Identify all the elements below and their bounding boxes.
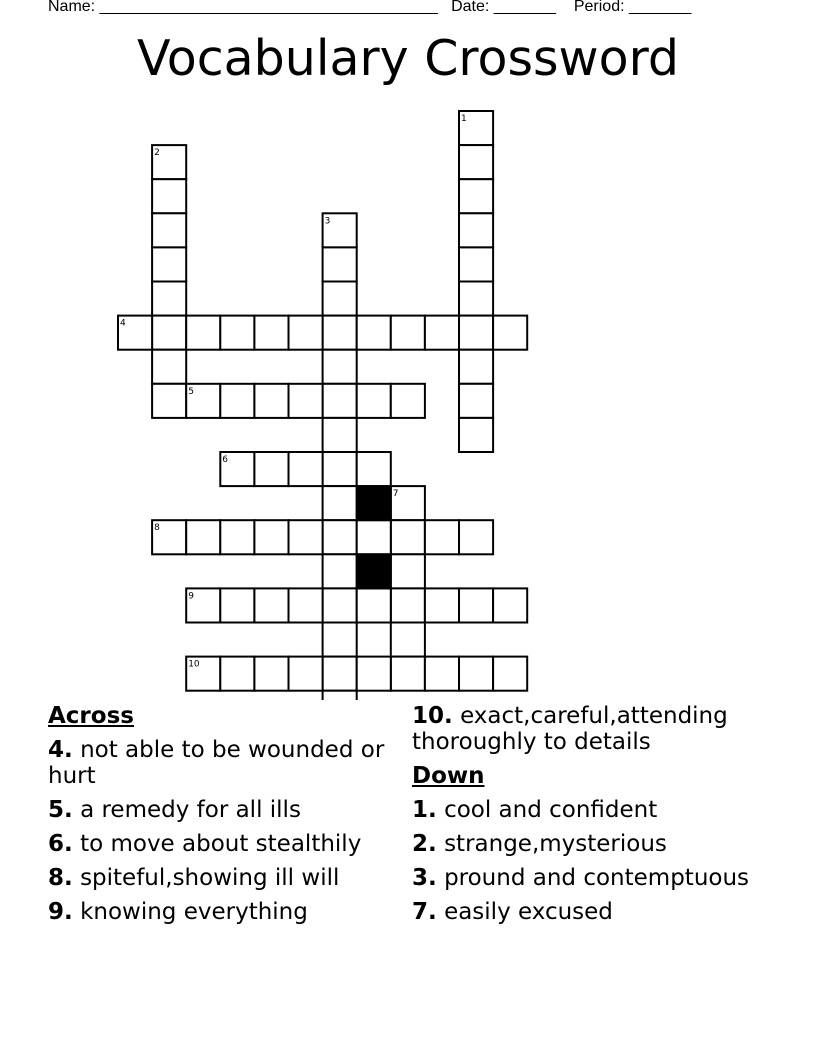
grid-cell[interactable] xyxy=(152,316,186,350)
grid-cell[interactable] xyxy=(254,316,288,350)
grid-cell[interactable] xyxy=(391,384,425,418)
grid-cell[interactable] xyxy=(391,554,425,588)
grid-cell[interactable] xyxy=(220,520,254,554)
grid-cell[interactable] xyxy=(289,588,323,622)
grid-cell[interactable] xyxy=(289,384,323,418)
clue-number-label: 4 xyxy=(120,318,126,329)
grid-cell[interactable] xyxy=(459,316,493,350)
grid-cell[interactable] xyxy=(459,247,493,281)
period-label: Period: xyxy=(573,0,625,15)
name-blank[interactable]: ______________________________________ xyxy=(99,0,438,15)
grid-cell[interactable] xyxy=(459,384,493,418)
clue-text: not able to be wounded or hurt xyxy=(48,737,385,789)
grid-cell[interactable] xyxy=(254,520,288,554)
grid-cell[interactable] xyxy=(254,588,288,622)
grid-cell[interactable] xyxy=(425,316,459,350)
clue-text: spiteful,showing ill will xyxy=(80,865,340,891)
grid-cell[interactable] xyxy=(220,316,254,350)
clue-text: strange,mysterious xyxy=(444,831,667,857)
grid-cell[interactable] xyxy=(391,588,425,622)
grid-cell[interactable] xyxy=(459,418,493,452)
grid-cell[interactable] xyxy=(289,657,323,691)
clue-text: to move about stealthily xyxy=(80,831,362,857)
clue-down-1 xyxy=(412,797,772,823)
clue-number: 2. xyxy=(412,831,437,857)
grid-cell[interactable] xyxy=(459,179,493,213)
grid-cell[interactable] xyxy=(152,179,186,213)
grid-cell[interactable] xyxy=(459,350,493,384)
clue-number-label: 6 xyxy=(222,455,229,465)
clue-text: cool and confident xyxy=(444,797,658,823)
clue-number: 10. xyxy=(412,703,453,729)
grid-cell[interactable] xyxy=(357,588,391,622)
grid-cell[interactable] xyxy=(425,657,459,691)
clue-number: 1. xyxy=(412,797,437,823)
grid-cell[interactable] xyxy=(391,623,425,657)
grid-cell[interactable] xyxy=(220,657,254,691)
grid-cell[interactable] xyxy=(323,520,357,554)
grid-cell[interactable] xyxy=(220,588,254,622)
grid-cell[interactable] xyxy=(323,247,357,281)
clue-down-2 xyxy=(412,831,772,857)
grid-cell[interactable] xyxy=(152,384,186,418)
clue-number-label: 5 xyxy=(188,386,194,397)
grid-cell[interactable] xyxy=(493,588,527,622)
grid-cell[interactable] xyxy=(323,452,357,486)
clue-text: easily excused xyxy=(444,899,613,925)
black-square xyxy=(357,486,391,520)
clue-number-label: 8 xyxy=(154,523,160,534)
grid-cell[interactable] xyxy=(357,657,391,691)
clue-across-5 xyxy=(48,797,388,823)
grid-cell[interactable] xyxy=(493,316,527,350)
clue-number: 6. xyxy=(48,831,73,857)
clue-down-7 xyxy=(412,899,772,925)
clue-number: 8. xyxy=(48,865,73,891)
black-square xyxy=(357,554,391,588)
grid-cell[interactable] xyxy=(323,316,357,350)
grid-cell[interactable] xyxy=(323,554,357,588)
grid-cell[interactable] xyxy=(357,316,391,350)
grid-cell[interactable] xyxy=(425,588,459,622)
page-title: Vocabulary Crossword xyxy=(137,30,679,87)
clue-text: a remedy for all ills xyxy=(80,797,301,823)
grid-cell[interactable] xyxy=(289,316,323,350)
clue-number-label: 3 xyxy=(324,216,331,227)
grid-cell[interactable] xyxy=(357,384,391,418)
grid-cell[interactable] xyxy=(186,316,220,350)
grid-cell[interactable] xyxy=(459,657,493,691)
grid-cell[interactable] xyxy=(254,657,288,691)
grid-cell[interactable] xyxy=(186,520,220,554)
grid-cell[interactable] xyxy=(391,657,425,691)
grid-cell[interactable] xyxy=(152,247,186,281)
clue-across-6 xyxy=(48,831,388,857)
grid-cell[interactable] xyxy=(425,520,459,554)
clue-across-4 xyxy=(48,737,388,789)
clue-text: pround and contemptuous xyxy=(444,865,750,891)
clue-number-label: 7 xyxy=(392,489,399,500)
clue-number: 9. xyxy=(48,899,73,925)
date-label: Date: xyxy=(451,0,490,15)
clue-down-3 xyxy=(412,865,772,891)
grid-cell[interactable] xyxy=(459,145,493,179)
grid-cell[interactable] xyxy=(459,213,493,247)
grid-cell[interactable] xyxy=(323,691,357,700)
clue-across-10 xyxy=(412,703,772,755)
clues-right-column xyxy=(412,703,772,933)
clue-number: 7. xyxy=(412,899,437,925)
grid-cell[interactable] xyxy=(323,384,357,418)
grid-cell[interactable] xyxy=(254,452,288,486)
grid-cell[interactable] xyxy=(254,384,288,418)
clues-left-column xyxy=(48,703,388,933)
grid-cell[interactable] xyxy=(323,486,357,520)
clue-number: 3. xyxy=(412,865,437,891)
grid-cell[interactable] xyxy=(459,282,493,316)
clue-number: 4. xyxy=(48,737,73,763)
clue-text: knowing everything xyxy=(80,899,308,925)
across-heading: Across xyxy=(48,703,134,729)
grid-cell[interactable] xyxy=(323,418,357,452)
grid-cell[interactable] xyxy=(289,520,323,554)
grid-cell[interactable] xyxy=(493,657,527,691)
clue-across-8 xyxy=(48,865,388,891)
grid-cell[interactable] xyxy=(391,316,425,350)
grid-cell[interactable] xyxy=(323,623,357,657)
clue-across-9 xyxy=(48,899,388,925)
period-blank[interactable]: _______ xyxy=(629,0,692,15)
clue-number-label: 1 xyxy=(461,114,467,124)
grid-cell[interactable] xyxy=(459,588,493,622)
grid-cell[interactable] xyxy=(391,520,425,554)
grid-cell[interactable] xyxy=(323,350,357,384)
clue-text: exact,careful,attending thoroughly to details xyxy=(412,703,728,755)
date-blank[interactable]: _______ xyxy=(493,0,557,15)
grid-cell[interactable] xyxy=(152,213,186,247)
grid-cell[interactable] xyxy=(289,452,323,486)
clue-number-label: 9 xyxy=(188,591,194,602)
grid-cell[interactable] xyxy=(323,588,357,622)
grid-cell[interactable] xyxy=(323,282,357,316)
down-heading: Down xyxy=(412,763,485,789)
grid-cell[interactable] xyxy=(357,452,391,486)
name-label: Name: xyxy=(48,0,96,15)
grid-cell[interactable] xyxy=(357,520,391,554)
grid-cell[interactable] xyxy=(323,657,357,691)
clue-number-label: 10 xyxy=(188,659,200,670)
grid-cell[interactable] xyxy=(152,282,186,316)
clue-number-label: 2 xyxy=(154,148,160,159)
grid-cell[interactable] xyxy=(152,350,186,384)
grid-cell[interactable] xyxy=(220,384,254,418)
grid-cell[interactable] xyxy=(459,520,493,554)
clue-number: 5. xyxy=(48,797,73,823)
